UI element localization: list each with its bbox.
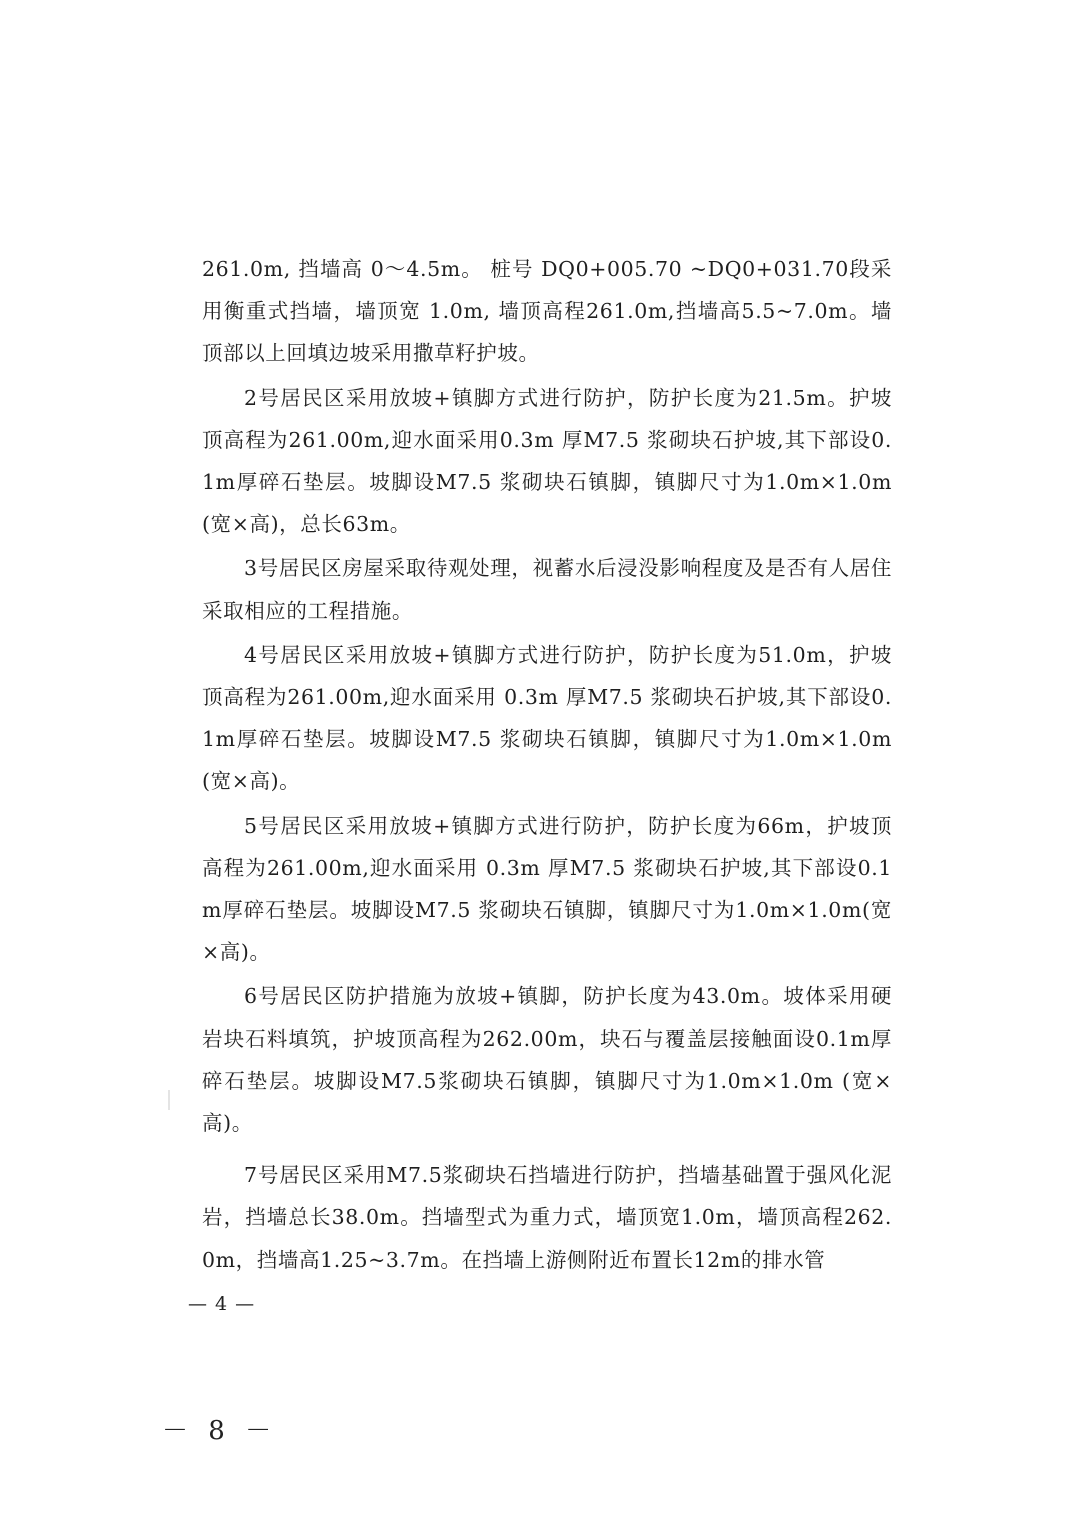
paragraph-area-7: 7号居民区采用M7.5浆砌块石挡墙进行防护，挡墙基础置于强风化泥岩，挡墙总长38.0m。挡墙型式为重力式，墙顶宽1.0m，墙顶高程262.0m，挡墙高1.25~3.7m。在挡墙上游侧附近布置长12m的排水管	[202, 1163, 892, 1272]
scan-artifact	[168, 1090, 170, 1110]
paragraph-continuation: 261.0m, 挡墙高 0～4.5m。 桩号 DQ0+005.70 ~DQ0+031.70段采用衡重式挡墙，墙顶宽 1.0m, 墙顶高程261.0m,挡墙高5.5~7.0m。墙顶部以上回填边坡采用撒草籽护坡。	[202, 257, 892, 366]
paragraph-area-3: 3号居民区房屋采取待观处理，视蓄水后浸没影响程度及是否有人居住采取相应的工程措施。	[202, 556, 892, 623]
inner-page-number: — 4 —	[188, 1293, 256, 1315]
paragraph-area-2: 2号居民区采用放坡+镇脚方式进行防护，防护长度为21.5m。护坡顶高程为261.00m,迎水面采用0.3m 厚M7.5 浆砌块石护坡,其下部设0.1m厚碎石垫层。坡脚设M7.5 浆砌块石镇脚，镇脚尺寸为1.0m×1.0m (宽×高)，总长63m。	[202, 385, 892, 537]
paragraph-area-5: 5号居民区采用放坡+镇脚方式进行防护，防护长度为66m，护坡顶高程为261.00m,迎水面采用 0.3m 厚M7.5 浆砌块石护坡,其下部设0.1m厚碎石垫层。坡脚设M7.5 浆砌块石镇脚，镇脚尺寸为1.0m×1.0m(宽×高)。	[202, 813, 892, 965]
outer-page-number: － 8 －	[162, 1416, 278, 1446]
paragraph-area-6: 6号居民区防护措施为放坡+镇脚，防护长度为43.0m。坡体采用硬岩块石料填筑，护坡顶高程为262.00m，块石与覆盖层接触面设0.1m厚碎石垫层。坡脚设M7.5浆砌块石镇脚，镇脚尺寸为1.0m×1.0m (宽×高)。	[202, 984, 892, 1136]
paragraph-area-4: 4号居民区采用放坡+镇脚方式进行防护，防护长度为51.0m，护坡顶高程为261.00m,迎水面采用 0.3m 厚M7.5 浆砌块石护坡,其下部设0.1m厚碎石垫层。坡脚设M7.5 浆砌块石镇脚，镇脚尺寸为1.0m×1.0m(宽×高)。	[202, 642, 892, 794]
body-text	[202, 248, 892, 1281]
